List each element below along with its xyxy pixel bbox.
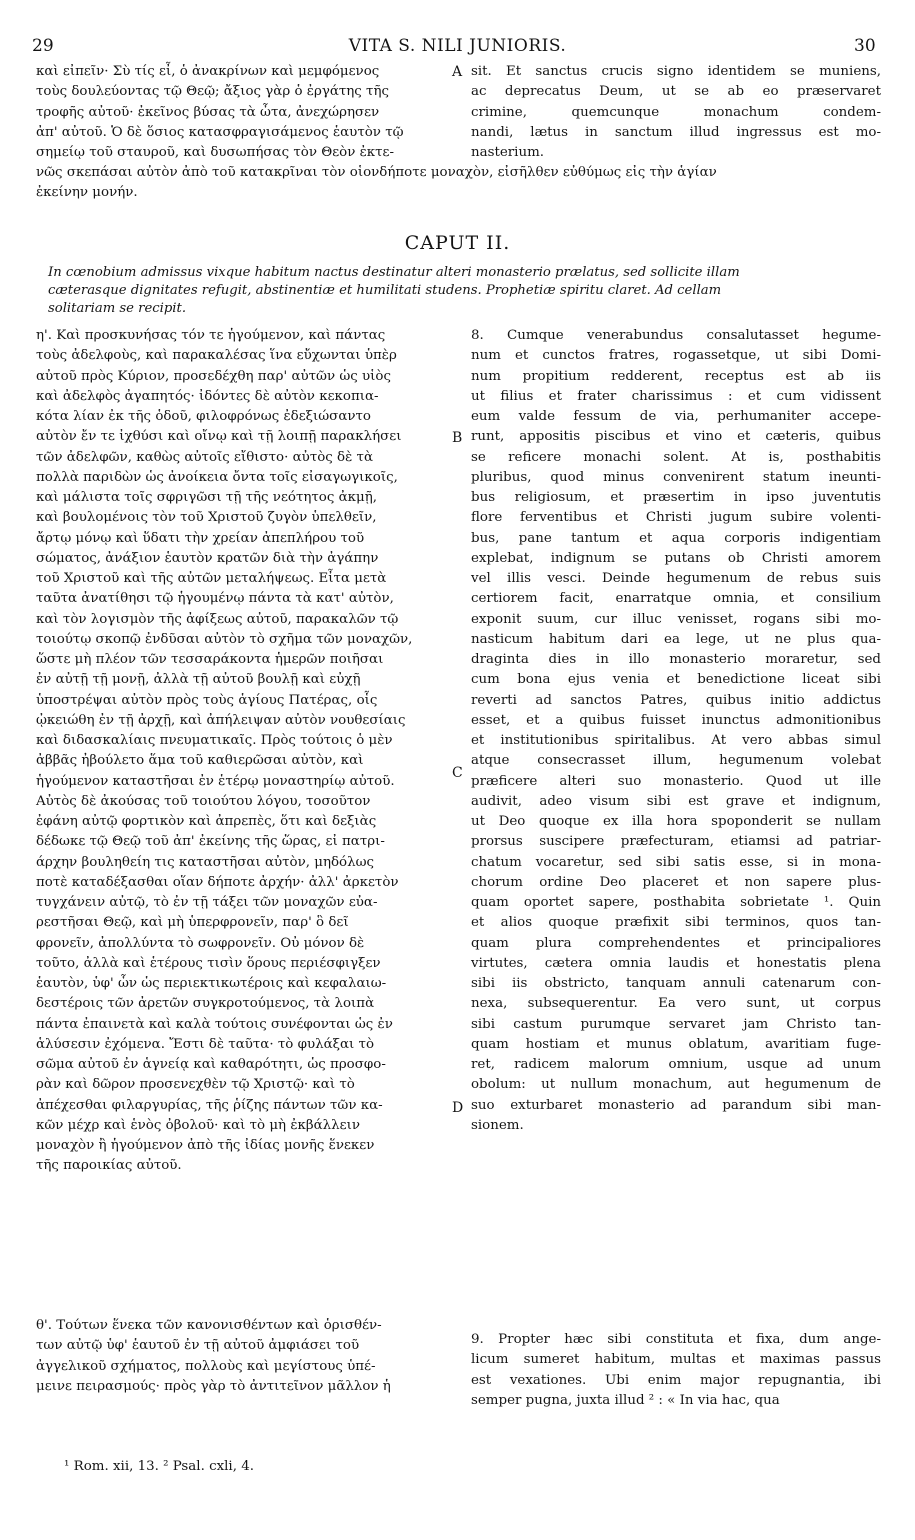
latin-line: ret, radicem malorum omnium, usque ad unum [471,1057,881,1072]
latin-line: flore ferventibus et Christi jugum subire volenti- [471,510,881,526]
greek-line: ρεστῆσαι Θεῷ, καὶ μὴ ὑπερφρονεῖν, παρ' ὃ δεῖ [36,915,349,931]
latin-line: cum bona ejus venia et benedictione liceat sibi [471,672,881,688]
margin-letter-a: A [452,64,463,80]
latin-line: præficere alteri suo monasterio. Quod ut ille [471,773,881,789]
latin-line: bus, pane tantum et aqua corporis indigentiam [471,530,881,546]
greek-line: σημείῳ τοῦ σταυροῦ, καὶ δυσωπήσας τὸν Θεὸν ἐκτε- [36,145,395,160]
greek-line: ἐφάνη αὐτῷ φορτικὸν καὶ ἀπρεπὲς, ὅτι καὶ δεξιὰς [36,814,377,829]
footnotes: ¹ Rom. xii, 13. ² Psal. cxli, 4. [64,1459,254,1474]
latin-line: semper pugna, juxta illud ² : « In via hac, qua [471,1392,780,1408]
greek-line: σώματος, ἀνάξιον ἑαυτὸν κρατῶν διὰ τὴν ἀγάπην [36,550,379,566]
latin-line: se reficere monachi solent. At is, posthabitis [471,449,881,465]
greek-line: πάντα ἐπαινετὰ καὶ καλὰ τούτοις συνέφονται ὡς ἐν [36,1016,393,1032]
latin-line: licum sumeret habitum, multas et maximas passus [471,1352,881,1368]
greek-line: ἑαυτὸν, ὑφ' ὧν ὡς περιεκτικωτέροις καὶ κεφαλαιω- [36,976,387,991]
greek-line: των αὐτῷ ὑφ' ἑαυτοῦ ἐν τῇ αὐτοῦ ἀμφιάσει τοῦ [36,1338,360,1354]
greek-line: ὑποστρέψαι αὐτὸν πρὸς τοὺς ἁγίους Πατέρας, οἷς [36,692,378,708]
greek-column [36,326,456,1177]
greek-line: ἡγούμενον καταστῆσαι ἐν ἑτέρῳ μοναστηρίῳ αὐτοῦ. [36,773,395,789]
greek-line: θ'. Τούτων ἕνεκα τῶν κανονισθέντων καὶ ὁρισθέν- [36,1318,382,1333]
latin-line: et institutionibus spiritalibus. At vero abbas simul [471,733,881,748]
latin-line: sibi iis obstricto, tanquam annuli catenarum con- [471,976,881,991]
latin-line: et alios quoque præfixit sibi terminos, quos tan- [471,915,881,931]
greek-full-width [36,163,881,204]
greek-line: ἀββᾶς ἠβούλετο ἅμα τοῦ καθιερῶσαι αὐτὸν, καὶ [36,753,364,769]
running-title: VITA S. NILI JUNIORIS. [348,36,567,56]
greek-line: αὐτοῦ πρὸς Κύριον, προσεδέχθη παρ' αὐτῶν ὡς υἱὸς [36,368,391,384]
greek-line: ἀπέχεσθαι φιλαργυρίας, τῆς ῥίζης πάντων τῶν κα- [36,1097,383,1113]
greek-line: αὐτὸν ἔν τε ἰχθύσι καὶ οἴνῳ καὶ τῇ λοιπῇ παρακλήσει [36,429,402,445]
top-greek-column [36,62,456,163]
greek-line: καὶ μάλιστα τοῖς σφριγῶσι τῇ τῆς νεότητος ἀκμῇ, [36,490,377,505]
greek-line: καὶ ἀδελφὸς ἀγαπητός· ἰδόντες δὲ αὐτὸν κεκοπια- [36,388,379,404]
latin-column-section-9 [471,1330,881,1411]
latin-line: obolum: ut nullum monachum, aut hegumenum de [471,1077,881,1093]
greek-line: μοναχὸν ἢ ἡγούμενον ἀπὸ τῆς ἰδίας μονῆς ἕνεκεν [36,1138,375,1153]
latin-line: nandi, lætus in sanctum illud ingressus est mo- [471,124,881,140]
greek-line: ἁλύσεσιν ἐχόμενα. Ἔστι δὲ ταῦτα· τὸ φυλάξαι τὸ [36,1036,375,1052]
margin-letter-d: D [452,1100,464,1116]
greek-line: τοὺς ἀδελφοὺς, καὶ παρακαλέσας ἵνα εὔχωνται ὑπὲρ [36,348,397,364]
latin-line: crimine, quemcunque monachum condem- [471,104,881,120]
greek-line: ἀπ' αὐτοῦ. Ὁ δὲ ὅσιος κατασφραγισάμενος ἑαυτὸν τῷ [36,124,404,140]
margin-letter-c: C [452,765,463,781]
latin-line: eum valde fessum de via, perhumaniter accepe- [471,409,881,424]
latin-line: quam oportet sapere, posthabita sobrietate ¹. Quin [471,895,881,910]
latin-line: sit. Et sanctus crucis signo identidem se muniens, [471,64,881,79]
greek-line: καὶ βουλομένοις τὸν τοῦ Χριστοῦ ζυγὸν ὑπελθεῖν, [36,510,377,526]
latin-line: suo exturbaret monasterio ad parandum sibi man- [471,1097,881,1113]
latin-line: quam hostiam et munus oblatum, avaritiam fuge- [471,1036,881,1052]
latin-line: 9. Propter hæc sibi constituta et fixa, dum ange- [471,1332,881,1347]
latin-line: draginta dies in illo monasterio moraretur, sed [471,652,881,667]
chapter-summary [48,264,878,318]
latin-line: ut filius et frater charissimus : et cum vidissent [471,388,881,404]
greek-line: τοῦ Χριστοῦ καὶ τῆς αὐτῶν μεταλήψεως. Εἶτα μετὰ [36,571,387,586]
greek-line: Αὐτὸς δὲ ἀκούσας τοῦ τοιούτου λόγου, τοσοῦτον [36,793,371,809]
latin-line: nasterium. [471,145,545,160]
latin-line: chorum ordine Deo placeret et non sapere plus- [471,874,881,890]
greek-line: σῶμα αὐτοῦ ἐν ἁγνείᾳ καὶ καθαρότητι, ὡς προσφο- [36,1057,386,1072]
latin-line: sibi castum purumque servaret jam Christo tan- [471,1016,881,1032]
latin-line: vel illis vesci. Deinde hegumenum de rebus suis [471,571,881,586]
greek-line: κῶν μέχρ καὶ ἑνὸς ὀβολοῦ· καὶ τὸ μὴ ἐκβάλλειν [36,1117,360,1133]
latin-column [471,326,881,1136]
summary-line: In cœnobium admissus vixque habitum nactus destinatur alteri monasterio prælatus, sed sollicite illam [48,265,740,280]
page-number-right: 30 [854,36,876,56]
greek-line: ἄρτῳ μόνῳ καὶ ὕδατι τὴν χρείαν ἀπεπλήρου τοῦ [36,530,365,546]
greek-line: καὶ διδασκαλίαις πνευματικαῖς. Πρὸς τούτοις ὁ μὲν [36,733,393,748]
chapter-title: CAPUT II. [404,232,511,254]
greek-column-section-9 [36,1316,456,1397]
latin-line: audivit, adeo visum sibi est grave et indignum, [471,793,881,809]
greek-line: νῶς σκεπάσαι αὐτὸν ἀπὸ τοῦ κατακρῖναι τὸν οἱονδήποτε μοναχὸν, εἰσῆλθεν εὐθύμως εἰς τὴν ἁγίαν [36,165,717,180]
greek-line: φρονεῖν, ἀπολλύντα τὸ σωφρονεῖν. Οὐ μόνον δὲ [36,935,365,951]
greek-line: ταῦτα ἀνατίθησι τῷ ἡγουμένῳ πάντα τὰ κατ' αὐτὸν, [36,591,394,607]
latin-line: nasticum habitum dari ea lege, ut ne plus qua- [471,631,881,647]
summary-line: solitariam se recipit. [48,301,187,316]
greek-line: δεστέροις τῶν ἀρετῶν συγκροτούμενος, τὰ λοιπὰ [36,996,375,1012]
greek-line: ᾠκειώθη ἐν τῇ ἀρχῇ, καὶ ἀπήλειψαν αὐτὸν νουθεσίαις [36,712,406,728]
latin-line: est vexationes. Ubi enim major repugnantia, ibi [471,1372,881,1388]
greek-line: ὥστε μὴ πλέον τῶν τεσσαράκοντα ἡμερῶν ποιῆσαι [36,652,384,667]
greek-line: τῆς παροικίας αὐτοῦ. [36,1158,182,1174]
latin-line: num et cunctos fratres, rogassetque, ut sibi Domi- [471,348,881,364]
latin-line: chatum vocaretur, sed sibi satis esse, si in mona- [471,854,881,870]
latin-line: certiorem facit, enarratque omnia, et consilium [471,591,881,607]
greek-line: ἐν αὐτῇ τῇ μονῇ, ἀλλὰ τῇ αὐτοῦ βουλῇ καὶ εὐχῇ [36,672,361,688]
greek-line: μεινε πειρασμούς· πρὸς γὰρ τὸ ἀντιτεῖνον μᾶλλον ἡ [36,1378,391,1394]
greek-line: ἀγγελικοῦ σχήματος, πολλοὺς καὶ μεγίστους ὑπέ- [36,1358,376,1374]
latin-line: quam plura comprehendentes et principaliores [471,935,881,951]
latin-line: num propitium redderent, receptus est ab iis [471,368,881,384]
greek-line: ἐκείνην μονήν. [36,185,138,201]
latin-line: reverti ad sanctos Patres, quibus initio addictus [471,692,881,708]
summary-line: cæterasque dignitates refugit, abstinentiæ et humilitati studens. Prophetiæ spiritu claret. Ad cellam [48,283,722,298]
greek-line: τοῦτο, ἀλλὰ καὶ ἑτέρους τισὶν ὅρους περιέσφιγξεν [36,955,381,971]
greek-line: τοὺς δουλεύοντας τῷ Θεῷ; ἄξιος γὰρ ὁ ἐργάτης τῆς [36,84,389,100]
latin-line: ac deprecatus Deum, ut se ab eo præservaret [471,84,881,100]
latin-line: virtutes, cætera omnia laudis et honestatis plena [471,955,881,971]
latin-line: atque consecrasset illum, hegumenum volebat [471,753,881,769]
greek-line: τῶν ἀδελφῶν, καθὼς αὐτοῖς εἴθιστο· αὐτὸς δὲ τὰ [36,449,373,465]
margin-letter-b: B [452,430,463,446]
greek-line: άρχην βουληθείη τις καταστῆσαι αὐτὸν, μηδόλως [36,854,375,870]
greek-line: καὶ τὸν λογισμὸν τῆς ἀφίξεως αὐτοῦ, παρακαλῶν τῷ [36,611,399,627]
latin-line: pluribus, quod minus convenirent statum ineunti- [471,469,881,485]
latin-line: prorsus suscipere præfecturam, etiamsi ad patriar- [471,834,881,850]
latin-line: explebat, indignum se putans ob Christi amorem [471,550,881,566]
page-number-left: 29 [32,36,54,56]
latin-line: 8. Cumque venerabundus consalutasset hegume- [471,328,881,343]
greek-line: ποτὲ καταδέξασθαι οἵαν δήποτε ἀρχήν· ἀλλ' ἀρκετὸν [36,874,399,890]
greek-line: τροφῆς αὐτοῦ· ἐκεῖνος βύσας τὰ ὦτα, ἀνεχώρησεν [36,104,380,120]
greek-line: δέδωκε τῷ Θεῷ τοῦ ἀπ' ἐκείνης τῆς ὥρας, εἰ πατρι- [36,834,385,850]
latin-line: esset, et a quibus fuisset inunctus admonitionibus [471,712,881,728]
latin-line: bus religiosum, et præsertim in ipso juventutis [471,490,881,505]
greek-line: πολλὰ παριδὼν ὡς ἀνοίκεια ὄντα τοῖς εἰσαγωγικοῖς, [36,469,398,485]
greek-line: τυγχάνειν αὐτῷ, τὸ ἐν τῇ τάξει τῶν μοναχῶν εὐα- [36,895,378,910]
greek-line: η'. Καὶ προσκυνήσας τόν τε ἡγούμενον, καὶ πάντας [36,328,386,343]
latin-line: sionem. [471,1117,524,1133]
latin-line: exponit suum, cur illuc venisset, rogans sibi mo- [471,611,881,627]
greek-line: τοιούτῳ σκοπῷ ἐνδῦσαι αὐτὸν τὸ σχῆμα τῶν μοναχῶν, [36,631,413,647]
latin-line: ut Deo quoque ex illa hora spoponderit se nullam [471,814,881,829]
greek-line: καὶ εἰπεῖν· Σὺ τίς εἶ, ὁ ἀνακρίνων καὶ μεμφόμενος [36,64,380,79]
latin-line: runt, appositis piscibus et vino et cæteris, quibus [471,429,881,445]
greek-line: ρὰν καὶ δῶρον προσενεχθὲν τῷ Χριστῷ· καὶ τὸ [36,1077,355,1093]
latin-line: nexa, subsequerentur. Ea vero sunt, ut corpus [471,996,881,1012]
top-latin-column [471,62,881,163]
greek-line: κότα λίαν ἐκ τῆς ὁδοῦ, φιλοφρόνως ἐδεξιώσαντο [36,409,371,424]
